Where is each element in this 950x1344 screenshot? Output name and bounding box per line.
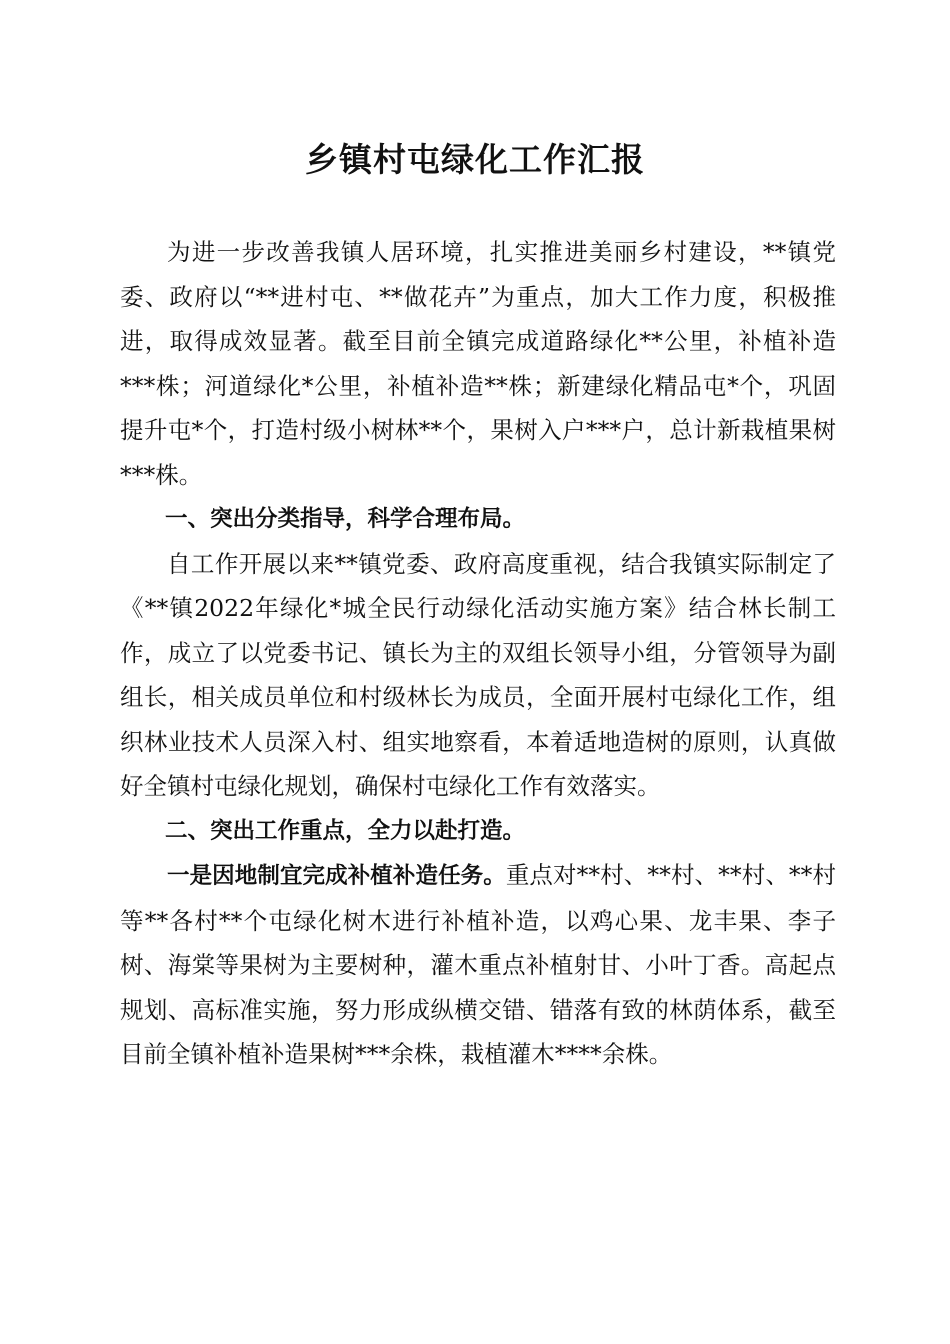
- section-2-text: 重点对**村、**村、**村、**村等**各村**个屯绿化树木进行补植补造，以鸡心果、龙丰果、李子树、海棠等果树为主要树种，灌木重点补植射甘、小叶丁香。高起点规划、高标准实施，努力形成纵横交错、错落有致的林荫体系，截至目前全镇补植补造果树***余株，栽植灌木****余株。: [120, 861, 836, 1068]
- document-title: 乡镇村屯绿化工作汇报: [305, 140, 645, 179]
- document-body: [120, 230, 836, 1077]
- section-2-paragraph: [120, 853, 836, 1077]
- section-1-paragraph: 自工作开展以来**镇党委、政府高度重视，结合我镇实际制定了《**镇2022年绿化*城全民行动绿化活动实施方案》结合林长制工作，成立了以党委书记、镇长为主的双组长领导小组，分管领导为副组长，相关成员单位和村级林长为成员，全面开展村屯绿化工作，组织林业技术人员深入村、组实地察看，本着适地造树的原则，认真做好全镇村屯绿化规划，确保村屯绿化工作有效落实。: [120, 549, 836, 800]
- section-1-heading: 一、突出分类指导，科学合理布局。: [165, 506, 526, 532]
- section-2-lead: 一是因地制宜完成补植补造任务。: [167, 863, 506, 889]
- section-2-heading: 二、突出工作重点，全力以赴打造。: [165, 817, 526, 844]
- intro-paragraph: 为进一步改善我镇人居环境，扎实推进美丽乡村建设，**镇党委、政府以“**进村屯、**做花卉”为重点，加大工作力度，积极推进，取得成效显著。截至目前全镇完成道路绿化**公里，补植补造***株；河道绿化*公里，补植补造**株；新建绿化精品屯*个，巩固提升屯*个，打造村级小树林**个，果树入户***户，总计新栽植果树***株。: [120, 238, 836, 489]
